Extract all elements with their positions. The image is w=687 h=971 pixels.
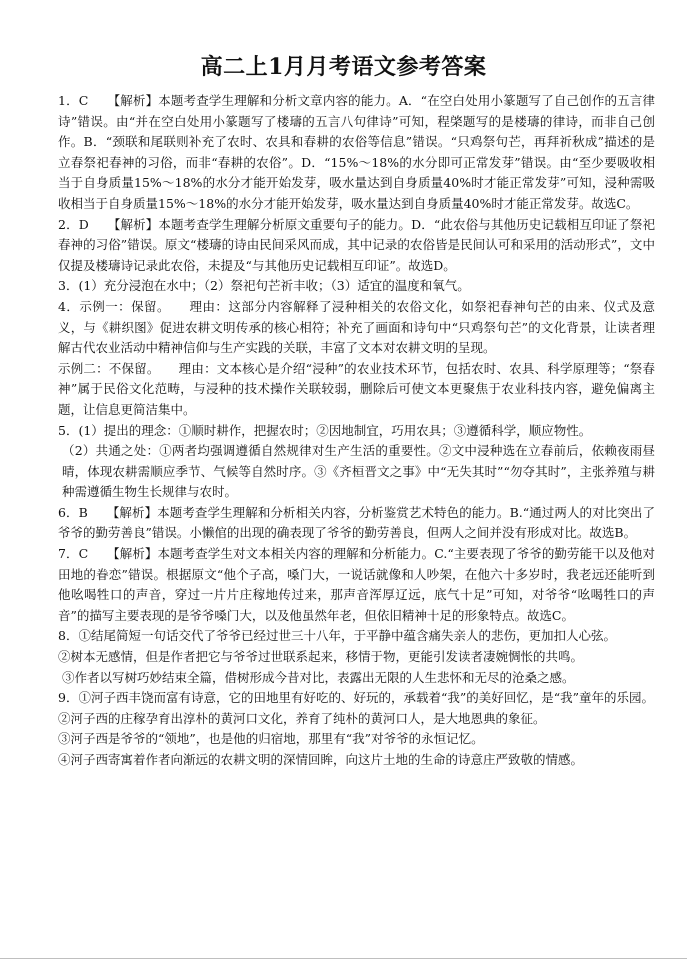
answer-9-point-2: ②河子西的庄稼孕育出淳朴的黄河口文化，养育了纯朴的黄河口人，是大地恩典的象征。: [58, 710, 546, 726]
answer-6: 6．B 【解析】本题考查学生理解和分析相关内容，分析鉴赏艺术特色的能力。B.“通过两人的对比突出了爷爷的勤劳善良”错误。小懒倌的出现的确表现了爷爷的勤劳善良，但两人之间并没有形成对比。故选B。: [58, 504, 655, 541]
answer-3: 3．(1）充分浸泡在水中；（2）祭祀句芒祈丰收；（3）适宜的温度和氧气。: [58, 278, 470, 294]
answer-5-part-1: 5．(1）提出的理念：①顺时耕作，把握农时；②因地制宜，巧用农具；③遵循科学，顺应物性。: [58, 422, 592, 438]
answer-list: [58, 91, 655, 771]
page-title: 高二上1月月考语文参考答案: [200, 54, 487, 80]
answer-1: 1．C 【解析】本题考查学生理解和分析文章内容的能力。A．“在空白处用小篆题写了自己创作的五言律诗”错误。由“并在空白处用小篆题写了楼璹的五言八句律诗”可知，程棨题写的是楼璹的律诗，而非自己创作。B．“颈联和尾联则补充了农时、农具和春耕的农俗等信息”错误。“只鸡祭句芒，再拜祈秋成”描述的是立春祭祀春神的习俗，而非“春耕的农俗”。D．“15%～18%的水分即可正常发芽”错误。由“至少要吸收相当于自身质量15%～18%的水分才能开始发芽，吸水量达到自身质量40%时才能正常发芽”可知，浸种需吸收相当于自身质量15%～18%的水分才能开始发芽，吸水量达到自身质量40%时才能正常发芽。故选C。: [58, 93, 655, 211]
answer-9-point-3: ③河子西是爷爷的“领地”，也是他的归宿地，那里有“我”对爷爷的永恒记忆。: [58, 731, 484, 747]
bottom-divider: [0, 958, 687, 959]
answer-9-point-1: 9．①河子西丰饶而富有诗意，它的田地里有好吃的、好玩的，承载着“我”的美好回忆，是“我”童年的乐园。: [58, 690, 655, 706]
answer-4-example-2: 示例二：不保留。 理由：文本核心是介绍“浸种”的农业技术环节，包括农时、农具、科学原理等；“祭春神”属于民俗文化范畴，与浸种的技术操作关联较弱，删除后可使文本更聚焦于农业科技内容，避免偏离主题，让信息更简洁集中。: [58, 360, 655, 417]
answer-8-point-2: ②树本无感情，但是作者把它与爷爷过世联系起来，移情于物，更能引发读者凄婉惆怅的共鸣。: [58, 649, 584, 665]
answer-9-point-4: ④河子西寄寓着作者向渐远的农耕文明的深情回眸，向这片土地的生命的诗意庄严致敬的情感。: [58, 752, 584, 767]
answer-8-point-3: ③作者以写树巧妙结束全篇，借树形成今昔对比，表露出无限的人生悲怀和无尽的沧桑之感。: [62, 669, 575, 685]
answer-4-example-1: 4．示例一：保留。 理由：这部分内容解释了浸种相关的农俗文化，如祭祀春神句芒的由来、仪式及意义，与《耕织图》促进农耕文明传承的核心相符；补充了画面和诗句中“只鸡祭句芒”的文化背景，让读者理解古代农业活动中精神信仰与生产实践的关联，丰富了文本对农耕文明的呈现。: [58, 298, 655, 356]
answer-8-point-1: 8．①结尾简短一句话交代了爷爷已经过世三十八年，于平静中蕴含痛失亲人的悲伤，更加扣人心弦。: [58, 628, 616, 644]
answer-2: 2．D 【解析】本题考查学生理解分析原文重要句子的能力。D．“此农俗与其他历史记载相互印证了祭祀春神的习俗”错误。原文“楼璹的诗由民间采风而成，其中记录的农俗皆是民间认可和采用的活动形式”，文中仅提及楼璹诗记录此农俗，未提及“与其他历史记载相互印证”。故选D。: [58, 216, 655, 273]
answer-5-part-2: （2）共通之处：①两者均强调遵循自然规律对生产生活的重要性。②文中浸种选在立春前后，依赖夜雨昼晴，体现农耕需顺应季节、气候等自然时序。③《齐桓晋文之事》中“无失其时”“勿夺其时”，主张养殖与耕种需遵循生物生长规律与农时。: [62, 443, 655, 500]
answer-7: 7．C 【解析】本题考查学生对文本相关内容的理解和分析能力。C.“主要表现了爷爷的勤劳能干以及他对田地的眷恋”错误。根据原文“他个子高，嗓门大，一说话就像和人吵架，在他六十多岁时，我老远还能听到他吆喝牲口的声音，穿过一片片庄稼地传过来，那声音浑厚辽远，底气十足”可知，对爷爷“吆喝牲口的声音”的描写主要表现的是爷爷嗓门大，以及他虽然年老，但依旧精神十足的形象特点。故选C。: [58, 546, 655, 623]
